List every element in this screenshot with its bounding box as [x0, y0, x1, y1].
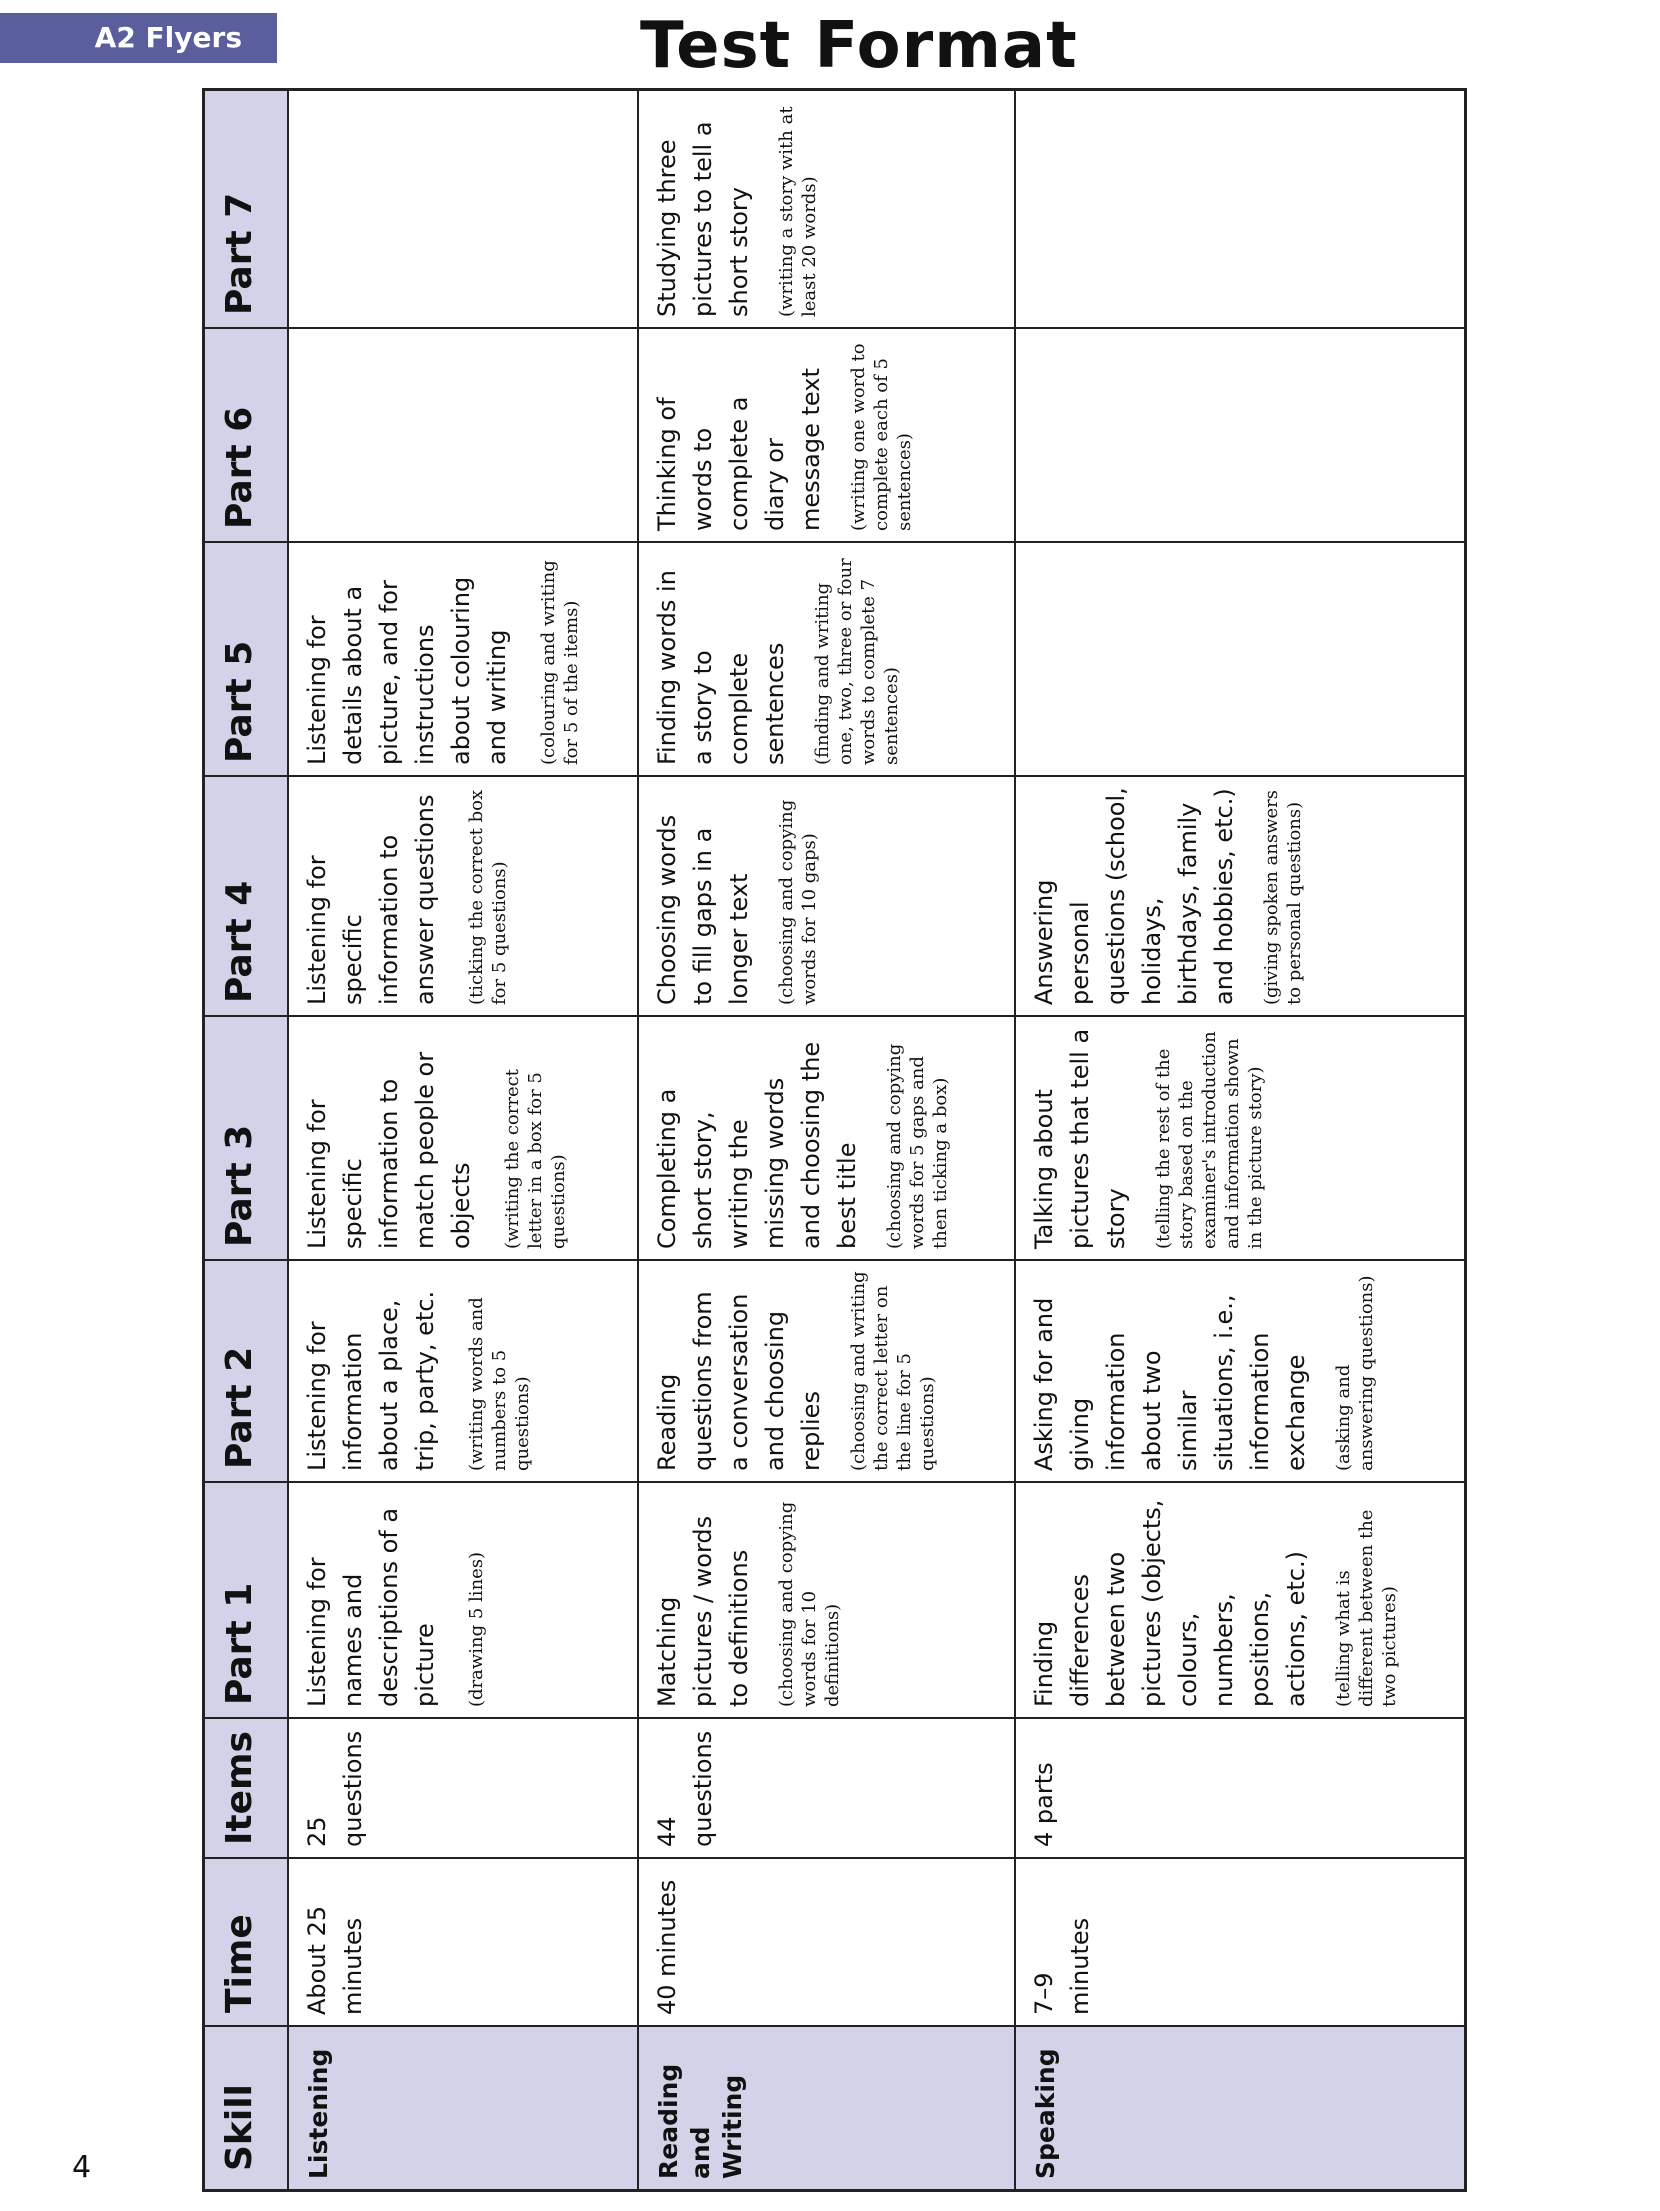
part-description: Thinking of words to complete a diary or message text	[653, 368, 825, 531]
time-cell: About 25 minutes	[289, 1857, 637, 2025]
table-header-row	[205, 91, 287, 2189]
test-format-table-wrapper	[202, 88, 1467, 2192]
part-note: (drawing 5 lines)	[466, 1551, 487, 1707]
part-cell	[289, 1481, 637, 1717]
time-cell: 7–9 minutes	[1016, 1857, 1464, 2025]
part-cell	[639, 1259, 1014, 1481]
header-part-3: Part 3	[205, 1015, 287, 1259]
part-note: (telling what is different between the two pictures)	[1333, 1509, 1400, 1707]
part-note: (writing words and numbers to 5 questions)	[466, 1297, 533, 1471]
part-description: Choosing words to fill gaps in a longer text	[653, 814, 753, 1005]
skill-name: Reading and Writing	[639, 2025, 1014, 2189]
table-row-reading-writing	[637, 91, 1014, 2189]
part-note: (giving spoken answers to personal questions)	[1261, 790, 1305, 1005]
part-description: Listening for details about a picture, and for instructions about colouring and writing	[303, 576, 511, 765]
skill-name: Speaking	[1016, 2025, 1464, 2189]
part-description: Reading questions from a conversation and choosing replies	[653, 1291, 825, 1471]
part-description: Finding words in a story to complete sentences	[653, 570, 789, 765]
header-part-1: Part 1	[205, 1481, 287, 1717]
part-cell-empty	[289, 91, 637, 327]
part-cell-empty	[1016, 91, 1464, 327]
table-row-speaking	[1014, 91, 1464, 2189]
part-description: Matching pictures / words to definitions	[653, 1515, 753, 1707]
part-cell	[639, 775, 1014, 1015]
part-description: Asking for and giving information about two similar situations, i.e., information exchange	[1030, 1294, 1310, 1471]
part-cell-empty	[1016, 541, 1464, 775]
test-format-table	[202, 88, 1467, 2192]
items-cell: 4 parts	[1016, 1717, 1464, 1857]
part-cell	[639, 91, 1014, 327]
header-part-5: Part 5	[205, 541, 287, 775]
header-part-6: Part 6	[205, 327, 287, 541]
part-note: (choosing and copying words for 10 definitions)	[776, 1501, 843, 1707]
table-row-listening	[287, 91, 637, 2189]
part-cell-empty	[1016, 327, 1464, 541]
part-description: Listening for names and descriptions of a picture	[303, 1507, 439, 1707]
page-number: 4	[72, 2150, 92, 2185]
part-note: (telling the rest of the story based on the examiner's introduction and information shown in the picture story)	[1153, 1031, 1266, 1249]
part-description: Listening for specific information to match people or objects	[303, 1051, 475, 1249]
part-cell	[1016, 775, 1464, 1015]
part-note: (ticking the correct box for 5 questions)	[466, 789, 510, 1005]
part-note: (choosing and copying words for 5 gaps and then ticking a box)	[884, 1043, 951, 1249]
page-title: Test Format	[640, 9, 1078, 83]
part-description: Completing a short story, writing the missing words and choosing the best title	[653, 1041, 861, 1249]
part-cell	[1016, 1015, 1464, 1259]
header-items: Items	[205, 1717, 287, 1857]
part-description: Answering personal questions (school, holidays, birthdays, family and hobbies, etc.)	[1030, 787, 1238, 1005]
part-description: Listening for information about a place, trip, party, etc.	[303, 1290, 439, 1471]
part-description: Talking about pictures that tell a story	[1030, 1028, 1130, 1249]
header-part-4: Part 4	[205, 775, 287, 1015]
part-cell	[1016, 1481, 1464, 1717]
part-note: (finding and writing one, two, three or four words to complete 7 sentences)	[812, 558, 902, 765]
part-note: (writing the correct letter in a box for 5 questions)	[502, 1069, 569, 1249]
header-part-7: Part 7	[205, 91, 287, 327]
part-cell	[639, 541, 1014, 775]
skill-name: Listening	[289, 2025, 637, 2189]
items-cell: 44 questions	[639, 1717, 1014, 1857]
part-cell	[289, 1015, 637, 1259]
part-cell	[289, 541, 637, 775]
part-description: Listening for specific information to answer questions	[303, 794, 439, 1005]
part-cell	[639, 1481, 1014, 1717]
part-description: Finding differences between two pictures (objects, colours, numbers, positions, actions, etc.)	[1030, 1499, 1310, 1707]
part-note: (colouring and writing for 5 of the items)	[538, 560, 582, 765]
part-cell	[639, 327, 1014, 541]
header-part-2: Part 2	[205, 1259, 287, 1481]
level-tab: A2 Flyers	[0, 13, 277, 63]
part-note: (asking and answering questions)	[1333, 1275, 1377, 1471]
part-cell	[639, 1015, 1014, 1259]
header-skill: Skill	[205, 2025, 287, 2189]
part-note: (writing a story with at least 20 words)	[776, 106, 820, 317]
part-cell	[1016, 1259, 1464, 1481]
time-cell: 40 minutes	[639, 1857, 1014, 2025]
header-time: Time	[205, 1857, 287, 2025]
part-cell	[289, 1259, 637, 1481]
part-cell-empty	[289, 327, 637, 541]
part-note: (choosing and copying words for 10 gaps)	[776, 799, 820, 1005]
part-description: Studying three pictures to tell a short story	[653, 121, 753, 317]
part-note: (choosing and writing the correct letter on the line for 5 questions)	[848, 1271, 938, 1471]
part-note: (writing one word to complete each of 5 sentences)	[848, 343, 915, 531]
items-cell: 25 questions	[289, 1717, 637, 1857]
part-cell	[289, 775, 637, 1015]
